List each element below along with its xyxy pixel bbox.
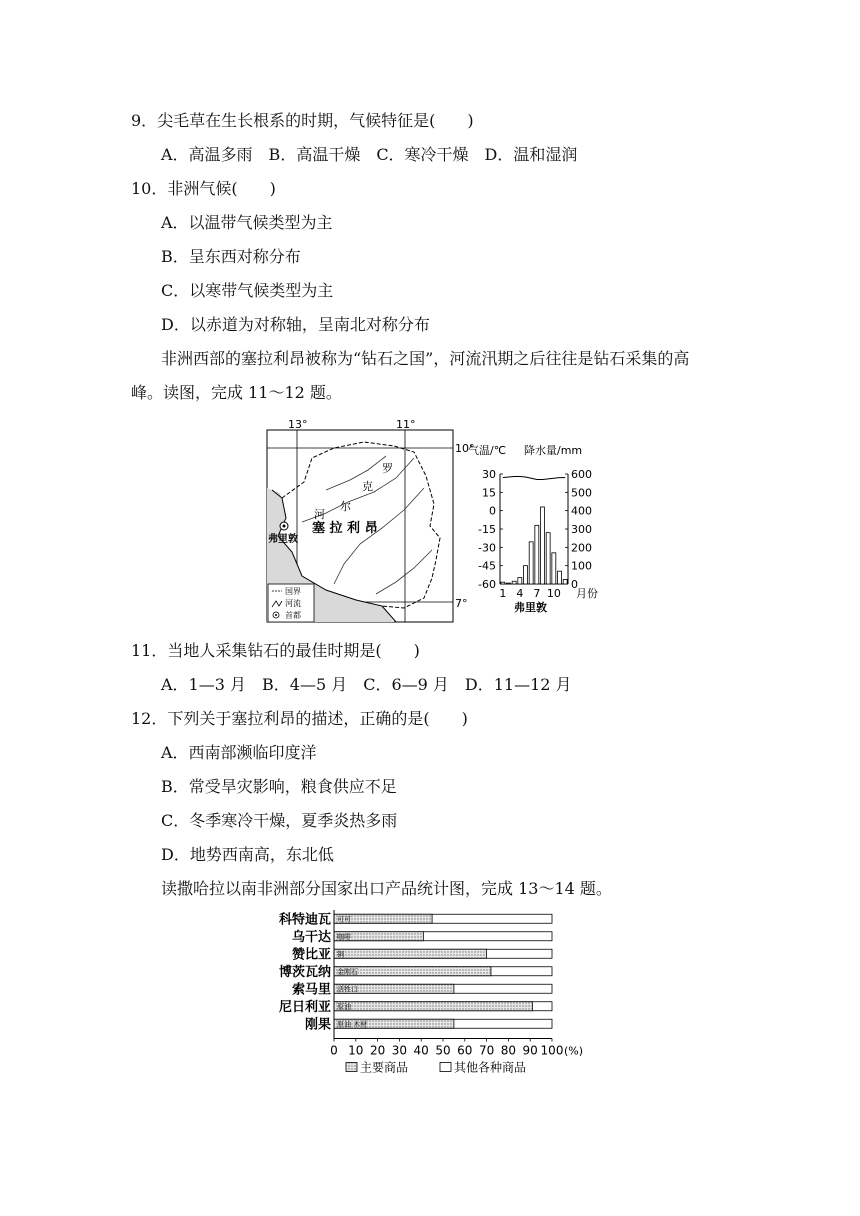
river-char-2: 克 — [362, 480, 373, 493]
export-legend-swatch-main — [346, 1063, 357, 1072]
q12-stem: 12．下列关于塞拉利昂的描述，正确的是( ) — [131, 709, 468, 728]
climate-x-tick-label: 7 — [533, 587, 541, 600]
lon-label-11: 11° — [396, 418, 416, 431]
export-category-label: 索马里 — [291, 982, 331, 998]
q9-stem: 9．尖毛草在生长根系的时期，气候特征是( ) — [131, 111, 474, 130]
q12-option-d: D．地势西南高，东北低 — [161, 845, 334, 864]
q9-options: A．高温多雨 B．高温干燥 C．寒冷干燥 D．温和湿润 — [161, 145, 578, 164]
export-category-label: 刚果 — [304, 1017, 331, 1033]
climate-precip-bar — [501, 582, 505, 584]
climate-precip-bar — [524, 566, 528, 584]
lat-label-7: 7° — [455, 597, 468, 610]
climate-left-tick-label: 30 — [482, 468, 496, 481]
export-bar-product-label: 原油 木材 — [337, 1020, 368, 1029]
export-category-label: 博茨瓦纳 — [278, 964, 331, 980]
climate-precip-bar — [535, 525, 539, 584]
export-legend-swatch-other — [440, 1063, 451, 1072]
climate-right-tick-label: 200 — [571, 541, 592, 555]
export-category-label: 乌干达 — [291, 929, 331, 945]
climate-precip-bar — [512, 581, 516, 584]
river-char-3: 尔 — [340, 500, 351, 513]
country-label: 塞 拉 利 昂 — [312, 521, 378, 536]
export-bar-product-label: 咖啡 — [337, 932, 351, 941]
export-x-tick-label: 0 — [330, 1043, 338, 1058]
export-x-tick-label: 10 — [348, 1043, 364, 1058]
climate-title: 弗里敦 — [514, 601, 547, 614]
legend-border-label: 国界 — [285, 587, 301, 596]
intro-paragraph-2: 读撒哈拉以南非洲部分国家出口产品统计图，完成 13～14 题。 — [161, 879, 612, 898]
export-x-tick-label: 80 — [500, 1043, 517, 1058]
river-char-4: 河 — [314, 508, 325, 521]
climate-x-tick-label: 4 — [516, 587, 524, 600]
q10-stem: 10．非洲气候( ) — [131, 179, 276, 198]
climate-left-tick-label: 0 — [489, 504, 496, 518]
legend-river-label: 河流 — [285, 599, 301, 608]
export-category-label: 赞比亚 — [291, 947, 331, 963]
climate-right-tick-label: 300 — [571, 523, 592, 536]
climate-ylabel-right: 降水量/mm — [524, 444, 583, 457]
climate-temp-line — [503, 476, 565, 479]
lat-label-10: 10° — [455, 442, 475, 455]
export-x-tick-label: 60 — [457, 1043, 473, 1058]
q12-option-c: C．冬季寒冷干燥，夏季炎热多雨 — [161, 811, 398, 830]
climate-left-tick-label: -30 — [478, 541, 496, 555]
climate-left-tick-label: 15 — [482, 486, 496, 500]
climate-right-tick-label: 400 — [571, 504, 592, 518]
q11-stem: 11．当地人采集钻石的最佳时期是( ) — [131, 641, 420, 660]
climate-left-tick-label: -60 — [478, 578, 496, 591]
climate-chart — [468, 443, 598, 614]
intro-paragraph-1-cont: 峰。读图，完成 11～12 题。 — [131, 383, 342, 402]
climate-x-tick-label: 1 — [499, 587, 507, 600]
intro-paragraph-1: 非洲西部的塞拉利昂被称为“钻石之国”，河流汛期之后往往是钻石采集的高 — [161, 349, 690, 368]
q11-options: A．1—3 月 B．4—5 月 C．6—9 月 D．11—12 月 — [161, 675, 572, 694]
export-bar-product-label: 可可 — [337, 915, 351, 924]
export-category-label: 尼日利亚 — [278, 999, 331, 1015]
export-x-tick-label: 40 — [413, 1043, 429, 1058]
q10-option-a: A．以温带气候类型为主 — [161, 213, 333, 232]
export-legend-main: 主要商品 — [360, 1060, 409, 1075]
climate-precip-bar — [546, 533, 550, 584]
climate-ylabel-left: 气温/℃ — [468, 444, 507, 457]
climate-right-tick-label: 100 — [571, 559, 592, 573]
export-x-tick-label: 20 — [369, 1043, 386, 1058]
export-legend-other: 其他各种商品 — [454, 1060, 527, 1075]
export-x-tick-label: 30 — [391, 1043, 408, 1058]
export-category-label: 科特迪瓦 — [278, 912, 331, 928]
q12-option-a: A．西南部濒临印度洋 — [161, 743, 317, 762]
export-x-tick-label: 50 — [435, 1043, 451, 1058]
q10-option-b: B．呈东西对称分布 — [161, 247, 301, 266]
climate-left-tick-label: -45 — [478, 559, 496, 573]
climate-right-tick-label: 600 — [571, 468, 592, 481]
climate-right-tick-label: 0 — [571, 578, 578, 591]
export-chart — [270, 906, 620, 1078]
export-bar-product-label: 活牲口 — [337, 985, 358, 994]
climate-precip-bar — [518, 578, 522, 584]
export-x-tick-label: 90 — [522, 1043, 538, 1058]
climate-left-tick-label: -15 — [478, 523, 496, 536]
q12-option-b: B．常受旱灾影响，粮食供应不足 — [161, 777, 397, 796]
legend-capital-label: 首都 — [285, 611, 301, 620]
export-bar-main — [334, 1002, 532, 1011]
climate-precip-bar — [552, 553, 556, 584]
climate-precip-bar — [563, 579, 567, 584]
q10-option-c: C．以寒带气候类型为主 — [161, 281, 334, 300]
capital-label: 弗里敦 — [268, 534, 298, 545]
export-bar-product-label: 原油 — [337, 1002, 351, 1011]
export-bar-main — [334, 949, 487, 958]
export-bar-product-label: 金刚石 — [337, 967, 358, 976]
q10-option-d: D．以赤道为对称轴，呈南北对称分布 — [161, 315, 430, 334]
export-unit-label: (%) — [564, 1044, 584, 1058]
climate-precip-bar — [558, 571, 562, 584]
sierra-leone-figure — [264, 418, 604, 626]
climate-xlabel: 月份 — [576, 587, 598, 600]
export-x-tick-label: 70 — [478, 1043, 495, 1058]
lon-label-13: 13° — [288, 418, 308, 431]
river-char-1: 罗 — [382, 462, 393, 475]
climate-precip-bar — [507, 583, 511, 584]
climate-precip-bar — [541, 507, 545, 584]
climate-precip-bar — [529, 542, 533, 584]
export-bar-product-label: 铜 — [337, 950, 344, 959]
export-x-tick-label: 100 — [540, 1043, 564, 1058]
climate-right-tick-label: 500 — [571, 486, 592, 500]
climate-x-tick-label: 10 — [546, 587, 561, 600]
